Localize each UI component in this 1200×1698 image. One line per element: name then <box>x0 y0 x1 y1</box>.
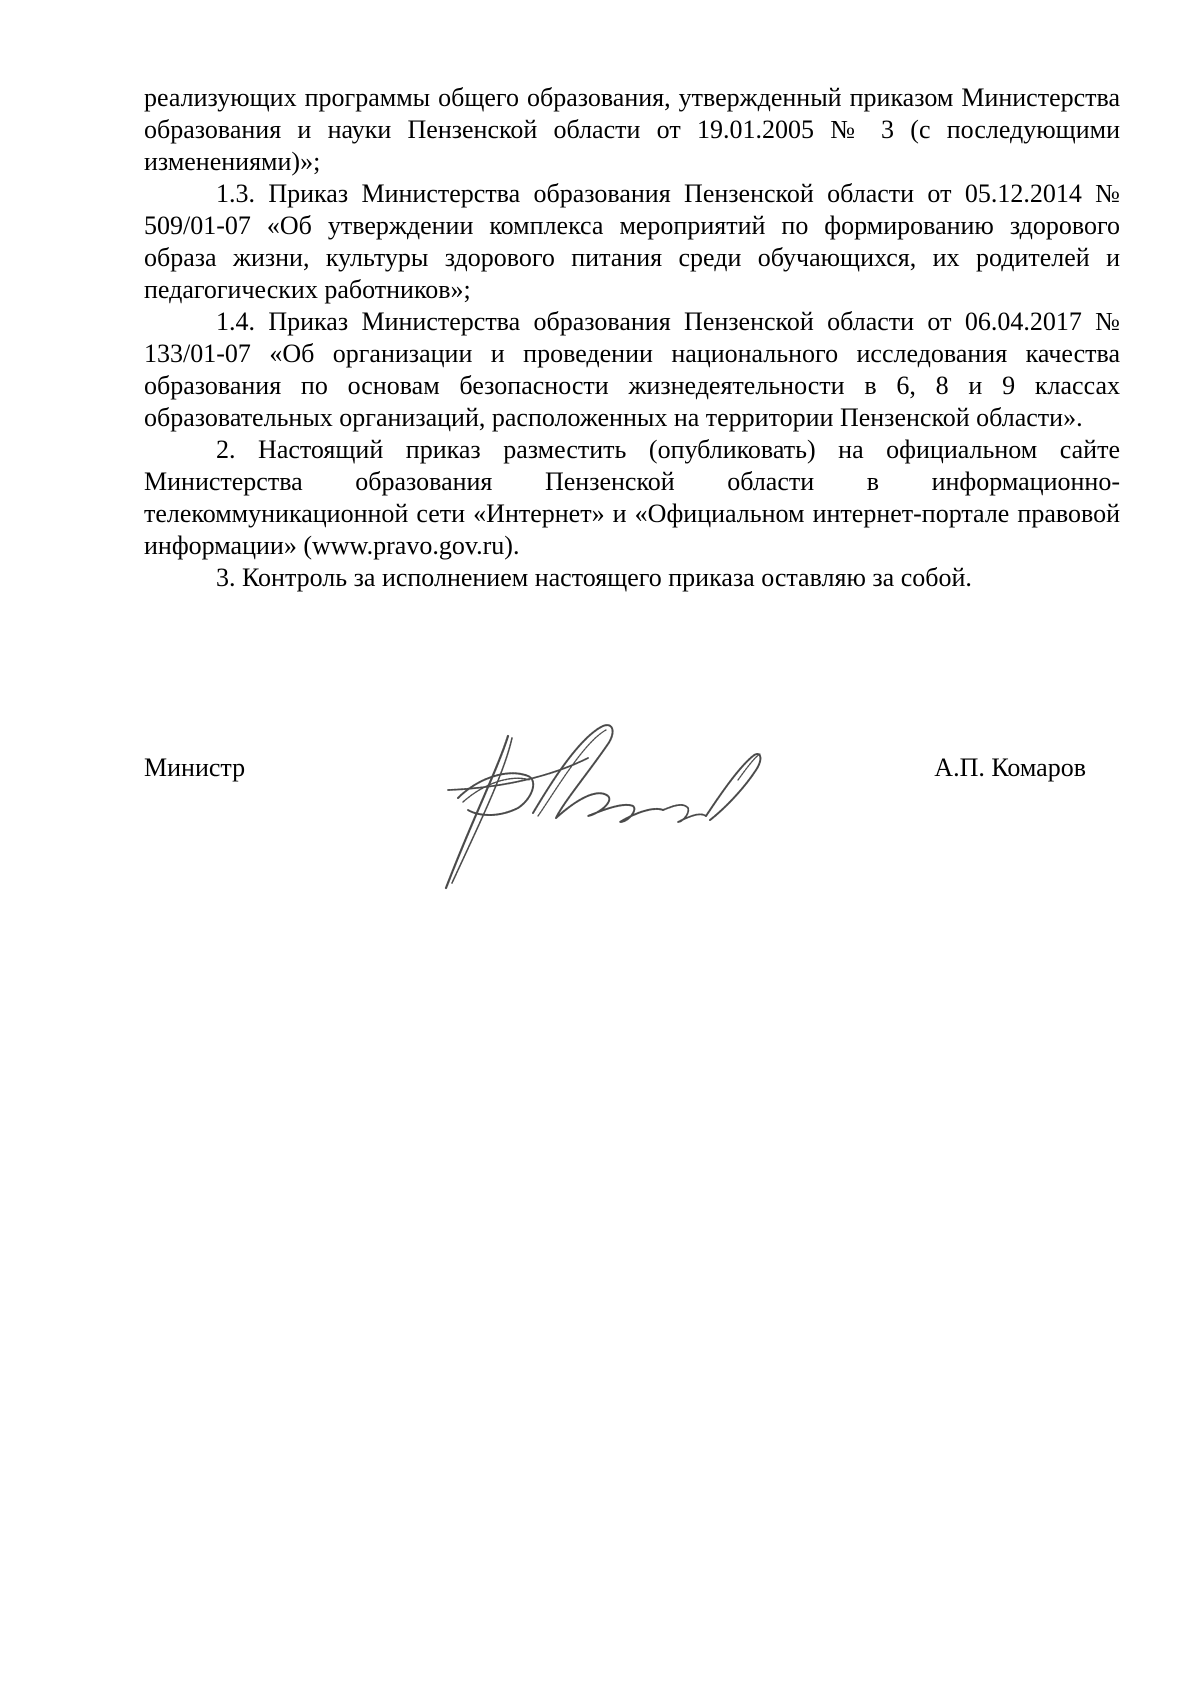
paragraph-1-3: 1.3. Приказ Министерства образования Пензенской области от 05.12.2014 № 509/01-07 «Об утверждении комплекса мероприятий по формированию здорового образа жизни, культуры здорового питания среди обучающихся, их родителей и педагогических работников»; <box>144 179 1120 304</box>
paragraph-2: 2. Настоящий приказ разместить (опубликовать) на официальном сайте Министерства образования Пензенской области в информационно-телекоммуникационной сети «Интернет» и «Официальном интернет-портале правовой информации» (www.pravo.gov.ru). <box>144 435 1120 560</box>
signer-name: А.П. Комаров <box>934 753 1086 782</box>
paragraph-1-4: 1.4. Приказ Министерства образования Пензенской области от 06.04.2017 № 133/01-07 «Об организации и проведении национального исследования качества образования по основам безопасности жизнедеятельности в 6, 8 и 9 классах образовательных организаций, расположенных на территории Пензенской области». <box>144 307 1120 432</box>
document-body <box>144 82 1120 594</box>
signer-title: Министр <box>144 753 246 782</box>
paragraph-3: 3. Контроль за исполнением настоящего приказа оставляю за собой. <box>216 563 972 592</box>
handwritten-signature <box>438 718 778 898</box>
paragraph-1: реализующих программы общего образования, утвержденный приказом Министерства образования и науки Пензенской области от 19.01.2005 № 3 (с последующими изменениями)»; <box>144 83 1120 176</box>
